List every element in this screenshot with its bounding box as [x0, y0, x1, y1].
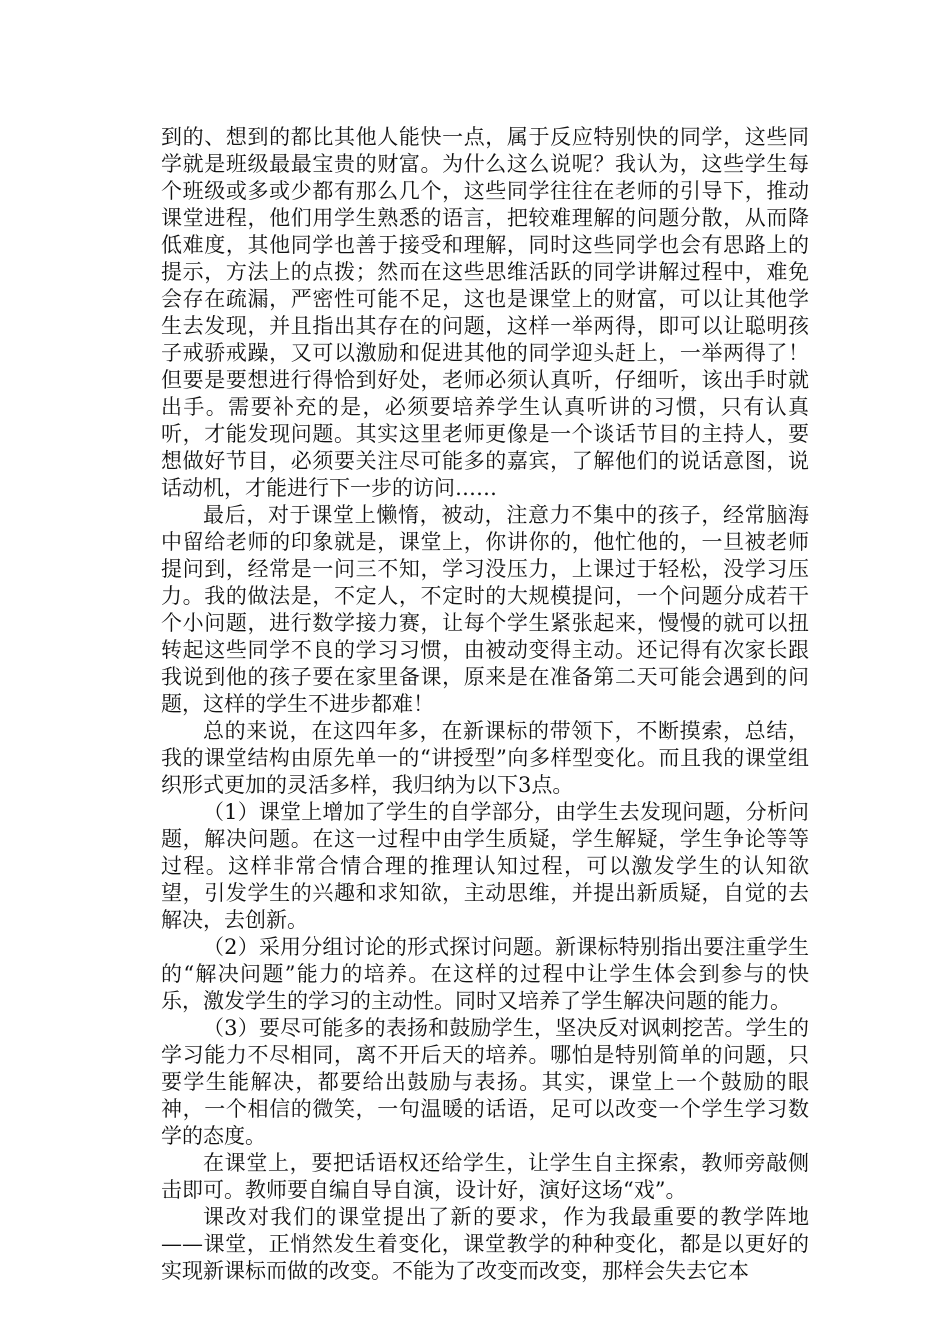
paragraph-6: （3）要尽可能多的表扬和鼓励学生，坚决反对讽刺挖苦。学生的学习能力不尽相同，离不开后天的培养。哪怕是特别简单的问题，只要学生能解决，都要给出鼓励与表扬。其实，课堂上一个鼓励的眼神，一个相信的微笑，一句温暖的话语，足可以改变一个学生学习数学的态度。: [161, 1016, 809, 1148]
paragraph-7: 在课堂上，要把话语权还给学生，让学生自主探索，教师旁敲侧击即可。教师要自编自导自演，设计好，演好这场“戏”。: [161, 1151, 809, 1202]
paragraph-5: （2）采用分组讨论的形式探讨问题。新课标特别指出要注重学生的“解决问题”能力的培养。在这样的过程中让学生体会到参与的快乐，激发学生的学习的主动性。同时又培养了学生解决问题的能力。: [161, 935, 809, 1013]
paragraph-8: 课改对我们的课堂提出了新的要求，作为我最重要的教学阵地——课堂，正悄然发生着变化，课堂教学的种种变化，都是以更好的实现新课标而做的改变。不能为了改变而改变，那样会失去它本: [161, 1205, 809, 1283]
paragraph-1: 到的、想到的都比其他人能快一点，属于反应特别快的同学，这些同学就是班级最最宝贵的财富。为什么这么说呢？我认为，这些学生每个班级或多或少都有那么几个，这些同学往往在老师的引导下，推动课堂进程，他们用学生熟悉的语言，把较难理解的问题分散，从而降低难度，其他同学也善于接受和理解，同时这些同学也会有思路上的提示，方法上的点拨；然而在这些思维活跃的同学讲解过程中，难免会存在疏漏，严密性可能不足，这也是课堂上的财富，可以让其他学生去发现，并且指出其存在的问题，这样一举两得，即可以让聪明孩子戒骄戒躁，又可以激励和促进其他的同学迎头赶上，一举两得了！但要是要想进行得恰到好处，老师必须认真听，仔细听，该出手时就出手。需要补充的是，必须要培养学生认真听讲的习惯，只有认真听，才能发现问题。其实这里老师更像是一个谈话节目的主持人，要想做好节目，必须要关注尽可能多的嘉宾，了解他们的说话意图，说话动机，才能进行下一步的访问……: [161, 125, 809, 500]
paragraph-3: 总的来说，在这四年多，在新课标的带领下，不断摸索，总结，我的课堂结构由原先单一的“讲授型”向多样型变化。而且我的课堂组织形式更加的灵活多样，我归纳为以下3点。: [161, 719, 809, 797]
document-body: [161, 124, 809, 1285]
paragraph-2: 最后，对于课堂上懒惰，被动，注意力不集中的孩子，经常脑海中留给老师的印象就是，课堂上，你讲你的，他忙他的，一旦被老师提问到，经常是一问三不知，学习没压力，上课过于轻松，没学习压力。我的做法是，不定人，不定时的大规模提问，一个问题分成若干个小问题，进行数学接力赛，让每个学生紧张起来，慢慢的就可以扭转起这些同学不良的学习习惯，由被动变得主动。还记得有次家长跟我说到他的孩子要在家里备课，原来是在准备第二天可能会遇到的问题，这样的学生不进步都难！: [161, 503, 809, 716]
paragraph-4: （1）课堂上增加了学生的自学部分，由学生去发现问题，分析问题，解决问题。在这一过程中由学生质疑，学生解疑，学生争论等等过程。这样非常合情合理的推理认知过程，可以激发学生的认知欲望，引发学生的兴趣和求知欲，主动思维，并提出新质疑，自觉的去解决，去创新。: [161, 800, 809, 932]
